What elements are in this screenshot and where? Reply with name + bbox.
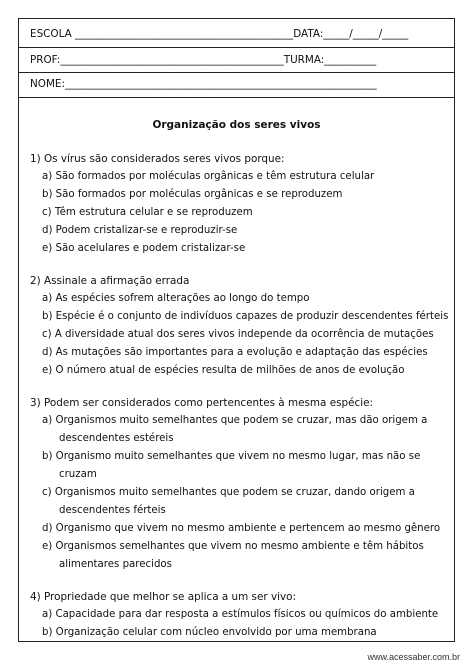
question-3-option-c-continued: descendentes férteis <box>59 505 166 516</box>
question-2: 2) Assinale a afirmação errada <box>30 275 190 287</box>
question-1-option-b[interactable]: b) São formados por moléculas orgânicas e se reproduzem <box>42 189 343 200</box>
question-4-option-a[interactable]: a) Capacidade para dar resposta a estímulos físicos ou químicos do ambiente <box>42 609 439 620</box>
question-3-option-e-continued: alimentares parecidos <box>59 559 172 570</box>
question-3: 3) Podem ser considerados como pertencentes à mesma espécie: <box>30 397 373 409</box>
divider <box>19 97 454 98</box>
question-4: 4) Propriedade que melhor se aplica a um ser vivo: <box>30 591 296 603</box>
question-3-option-a-continued: descendentes estéreis <box>59 433 174 444</box>
question-2-option-d[interactable]: d) As mutações são importantes para a evolução e adaptação das espécies <box>42 347 428 358</box>
question-1-option-a[interactable]: a) São formados por moléculas orgânicas e têm estrutura celular <box>42 171 375 182</box>
question-1-option-c[interactable]: c) Têm estrutura celular e se reproduzem <box>42 207 253 218</box>
divider <box>19 47 454 48</box>
question-3-option-c[interactable]: c) Organismos muito semelhantes que podem se cruzar, dando origem a <box>42 487 415 498</box>
worksheet <box>18 18 455 642</box>
question-2-option-c[interactable]: c) A diversidade atual dos seres vivos independe da ocorrência de mutações <box>42 329 434 340</box>
question-3-option-e[interactable]: e) Organismos semelhantes que vivem no mesmo ambiente e têm hábitos <box>42 541 424 552</box>
divider <box>19 72 454 73</box>
question-1-option-d[interactable]: d) Podem cristalizar-se e reproduzir-se <box>42 225 238 236</box>
school-date-field[interactable]: ESCOLA __________________________________________DATA:_____/_____/_____ <box>30 28 409 40</box>
question-3-option-b-continued: cruzam <box>59 469 97 480</box>
question-2-option-e[interactable]: e) O número atual de espécies resulta de milhões de anos de evolução <box>42 365 405 376</box>
question-3-option-d[interactable]: d) Organismo que vivem no mesmo ambiente e pertencem ao mesmo gênero <box>42 523 441 534</box>
footer-website: www.acessaber.com.br <box>367 652 460 662</box>
teacher-class-field[interactable]: PROF:___________________________________________TURMA:__________ <box>30 54 377 66</box>
question-3-option-b[interactable]: b) Organismo muito semelhantes que vivem no mesmo lugar, mas não se <box>42 451 421 462</box>
question-4-option-b[interactable]: b) Organização celular com núcleo envolvido por uma membrana <box>42 627 377 638</box>
question-1: 1) Os vírus são considerados seres vivos porque: <box>30 153 285 165</box>
name-field[interactable]: NOME:____________________________________________________________ <box>30 78 377 90</box>
question-2-option-a[interactable]: a) As espécies sofrem alterações ao longo do tempo <box>42 293 310 304</box>
question-2-option-b[interactable]: b) Espécie é o conjunto de indivíduos capazes de produzir descendentes férteis <box>42 311 449 322</box>
question-1-option-e[interactable]: e) São acelulares e podem cristalizar-se <box>42 243 246 254</box>
page-title: Organização dos seres vivos <box>152 119 321 131</box>
question-3-option-a[interactable]: a) Organismos muito semelhantes que podem se cruzar, mas dão origem a <box>42 415 428 426</box>
